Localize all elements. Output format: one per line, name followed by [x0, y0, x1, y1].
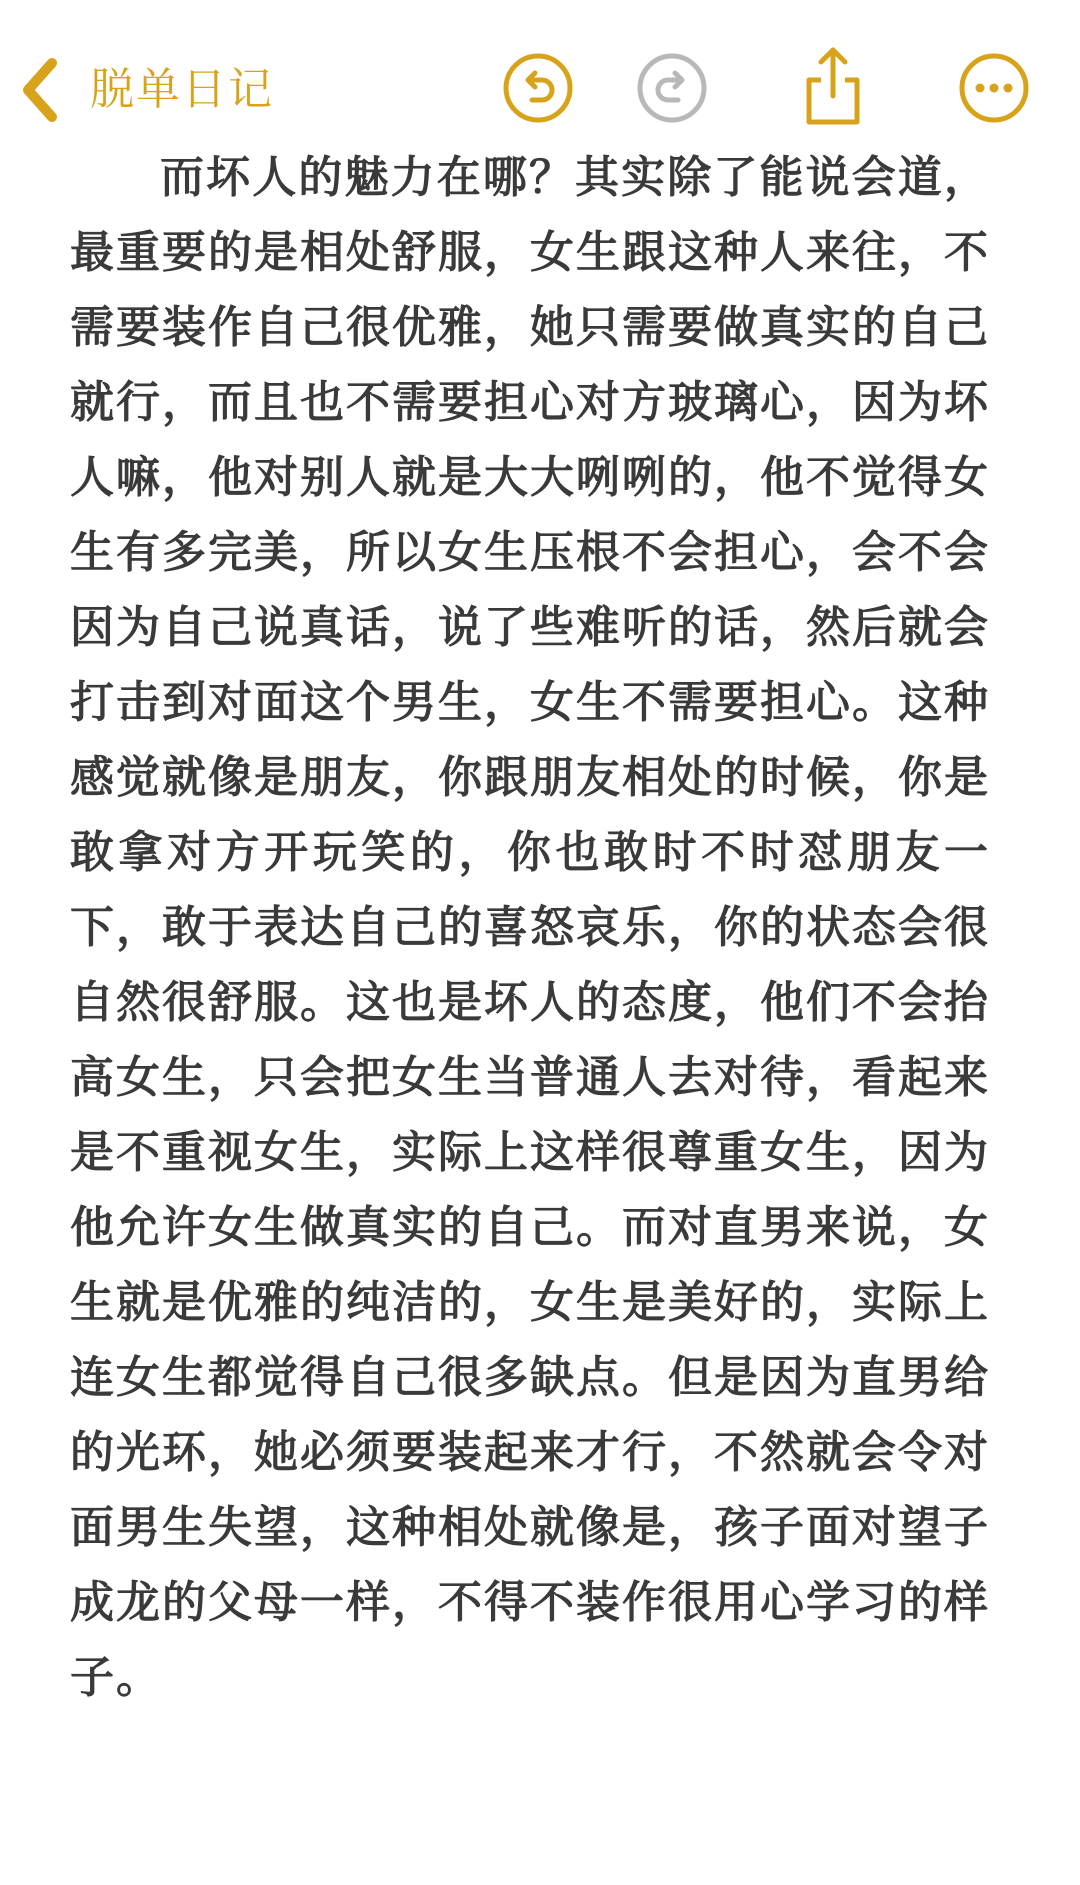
- undo-button[interactable]: [502, 52, 574, 124]
- note-body-text[interactable]: 而坏人的魅力在哪？其实除了能说会道，最重要的是相处舒服，女生跟这种人来往，不需要装作自己很优雅，她只需要做真实的自己就行，而且也不需要担心对方玻璃心，因为坏人嘛，他对别人就是大大咧咧的，他不觉得女生有多完美，所以女生压根不会担心，会不会因为自己说真话，说了些难听的话，然后就会打击到对面这个男生，女生不需要担心。这种感觉就像是朋友，你跟朋友相处的时候，你是敢拿对方开玩笑的，你也敢时不时怼朋友一下，敢于表达自己的喜怒哀乐，你的状态会很自然很舒服。这也是坏人的态度，他们不会抬高女生，只会把女生当普通人去对待，看起来是不重视女生，实际上这样很尊重女生，因为他允许女生做真实的自己。而对直男来说，女生就是优雅的纯洁的，女生是美好的，实际上连女生都觉得自己很多缺点。但是因为直男给的光环，她必须要装起来才行，不然就会令对面男生失望，这种相处就像是，孩子面对望子成龙的父母一样，不得不装作很用心学习的样子。: [70, 152, 990, 1703]
- redo-button[interactable]: [636, 52, 708, 124]
- more-icon: [958, 52, 1030, 124]
- back-button[interactable]: [18, 55, 274, 125]
- chevron-left-icon: [18, 55, 62, 125]
- note-editor[interactable]: [70, 140, 990, 1840]
- undo-icon: [502, 52, 574, 124]
- share-icon: [797, 44, 869, 128]
- redo-icon: [636, 52, 708, 124]
- back-label: 脱单日记: [90, 64, 274, 115]
- more-button[interactable]: [958, 52, 1030, 124]
- share-button[interactable]: [797, 44, 869, 128]
- top-navigation-bar: [0, 0, 1080, 140]
